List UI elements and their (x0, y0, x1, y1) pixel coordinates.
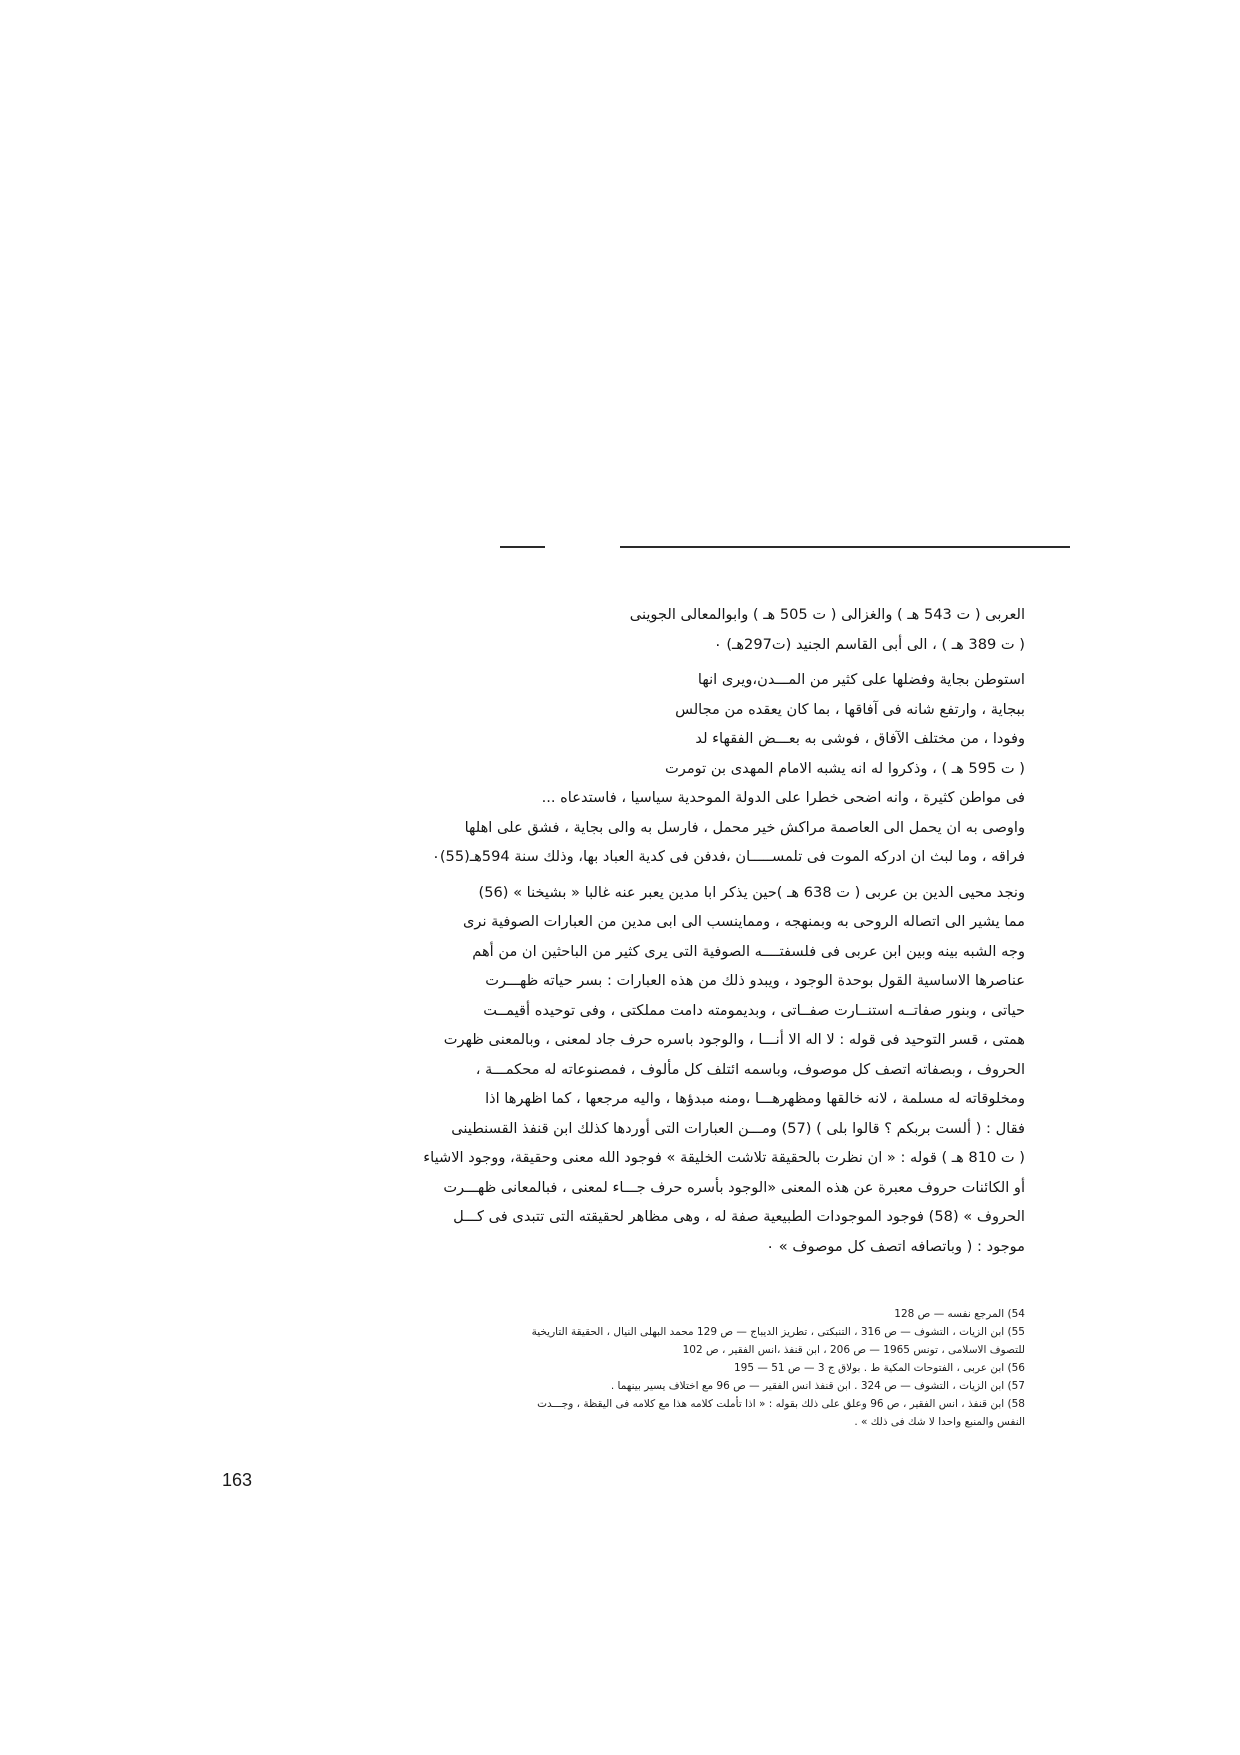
text-line: موجود : ( وباتصافه اتصف كل موصوف » ٠ (766, 1237, 1025, 1255)
text-line: همتى ، قسر التوحيد فى قوله : لا اله الا أنـــا ، والوجود باسره حرف جاد لمعنى ، وبالمعنى ظهرت (443, 1031, 1025, 1048)
body-text (210, 600, 1025, 1261)
footnote: 55) ابن الزيات ، التشوف — ص 316 ، التنبكتى ، تطريز الديباج — ص 129 محمد البهلى النيال ، الحقيقة التاريخية (531, 1326, 1025, 1338)
text-line: حياتى ، وبنور صفاتــه استنــارت صفــاتى ، وبديمومته دامت مملكتى ، وفى توحيده أقيمــت (483, 1001, 1025, 1019)
text-line: مما يشير الى اتصاله الروحى به وبمنهجه ، ومماينسب الى ابى مدين من العبارات الصوفية نرى (462, 913, 1025, 930)
text-line: عناصرها الاساسية القول بوحدة الوجود ، ويبدو ذلك من هذه العبارات : بسر حياته ظهـــرت (485, 972, 1025, 989)
text-line: ببجاية ، وارتفع شانه فى آفاقها ، بما كان يعقده من مجالس (675, 700, 1025, 718)
footnotes (210, 1305, 1025, 1431)
text-line: ( ت 389 هـ ) ، الى أبى القاسم الجنيد (ت297هـ) ٠ (713, 635, 1025, 653)
text-line: وجه الشبه بينه وبين ابن عربى فى فلسفتــــه الصوفية التى يرى كثير من الباحثين ان من أهم (472, 942, 1025, 960)
header-rule-long (620, 546, 1070, 548)
header-rule-short (500, 546, 545, 548)
footnote: 54) المرجع نفسه — ص 128 (894, 1308, 1025, 1320)
footnote: النفس والمنبع واحدا لا شك فى ذلك » . (854, 1416, 1025, 1428)
text-line: فراقه ، وما لبث ان ادركه الموت فى تلمســـــان ،فدفن فى كدية العباد بها، وذلك سنة 594هـ(55)٠ (431, 848, 1025, 865)
page-number: 163 (222, 1470, 253, 1490)
footnote: 58) ابن قنفذ ، انس الفقير ، ص 96 وعلق على ذلك بقوله : « اذا تأملت كلامه هذا مع كلامه فى اليقظة ، وجـــدت (537, 1398, 1025, 1410)
text-line: ومخلوقاته له مسلمة ، لانه خالقها ومظهرهـــا ،ومنه مبدؤها ، واليه مرجعها ، كما اظهرها اذا (485, 1090, 1025, 1107)
text-line: ( ت 595 هـ ) ، وذكروا له انه يشبه الامام المهدى بن تومرت (665, 759, 1025, 777)
footnote: 57) ابن الزيات ، التشوف — ص 324 . ابن قنفذ انس الفقير — ص 96 مع اختلاف يسير بينهما . (610, 1380, 1025, 1392)
text-line: فى مواطن كثيرة ، وانه اضحى خطرا على الدولة الموحدية سياسيا ، فاستدعاه ... (541, 789, 1025, 806)
footnote: للتصوف الاسلامى ، تونس 1965 — ص 206 ، ابن قنفذ ،انس الفقير ، ص 102 (682, 1344, 1025, 1356)
text-line: ونجد محيى الدين بن عربى ( ت 638 هـ )حين يذكر ابا مدين يعبر عنه غالبا « بشيخنا » (56) (478, 883, 1025, 901)
text-line: أو الكائنات حروف معبرة عن هذه المعنى «الوجود بأسره حرف جـــاء لمعنى ، فبالمعانى ظهـــرت (443, 1178, 1025, 1196)
text-line: الحروف ، وبصفاته اتصف كل موصوف، وباسمه ائتلف كل مألوف ، فمصنوعاته له محكمـــة ، (475, 1060, 1025, 1078)
text-line: فقال : ( ألست بربكم ؟ قالوا بلى ) (57) ومـــن العبارات التى أوردها كذلك ابن قنفذ القسنطينى (451, 1119, 1025, 1137)
text-line: العربى ( ت 543 هـ ) والغزالى ( ت 505 هـ ) وابوالمعالى الجوينى (629, 606, 1025, 623)
text-line: واوصى به ان يحمل الى العاصمة مراكش خير محمل ، فارسل به والى بجاية ، فشق على اهلها (464, 818, 1025, 836)
text-line: الحروف » (58) فوجود الموجودات الطبيعية صفة له ، وهى مظاهر لحقيقته التى تتبدى فى كـــل (453, 1208, 1025, 1225)
text-line: استوطن بجاية وفضلها على كثير من المـــدن،ويرى انها (697, 671, 1025, 688)
footnote: 56) ابن عربى ، الفتوحات المكية ط . بولاق ج 3 — ص 51 — 195 (733, 1362, 1025, 1374)
text-line: ( ت 810 هـ ) قوله : « ان نظرت بالحقيقة تلاشت الخليقة » فوجود الله معنى وحقيقة، ووجود الاشياء (423, 1149, 1025, 1166)
text-line: وفودا ، من مختلف الآفاق ، فوشى به بعـــض الفقهاء لد (695, 730, 1025, 747)
